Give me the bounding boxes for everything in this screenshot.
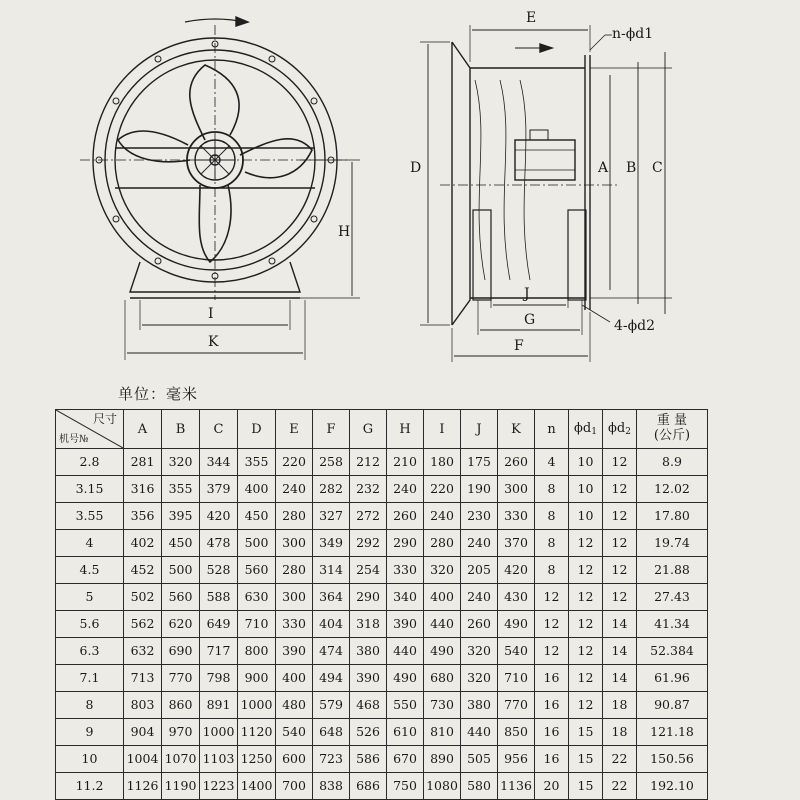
table-cell: 560: [238, 557, 276, 584]
model-number-cell: 6.3: [56, 638, 124, 665]
table-row: [56, 530, 708, 557]
weight-unit: (公斤): [653, 428, 691, 443]
model-number-cell: 8: [56, 692, 124, 719]
table-cell: 480: [276, 692, 313, 719]
table-cell: 803: [124, 692, 162, 719]
table-cell: 192.10: [637, 773, 708, 800]
table-cell: 280: [424, 530, 461, 557]
table-cell: 770: [498, 692, 535, 719]
table-cell: 290: [387, 530, 424, 557]
model-number-cell: 3.15: [56, 476, 124, 503]
label-G: G: [524, 312, 536, 328]
table-cell: 900: [238, 665, 276, 692]
table-cell: 390: [387, 611, 424, 638]
table-cell: 478: [200, 530, 238, 557]
table-cell: 14: [603, 611, 637, 638]
table-cell: 468: [350, 692, 387, 719]
table-cell: 10: [569, 503, 603, 530]
label-D: D: [410, 160, 422, 176]
table-cell: 686: [350, 773, 387, 800]
table-cell: 22: [603, 746, 637, 773]
table-cell: 850: [498, 719, 535, 746]
col-header-weight: [637, 410, 708, 449]
table-cell: 327: [313, 503, 350, 530]
col-header-phi-d1: [569, 410, 603, 449]
table-cell: 190: [461, 476, 498, 503]
col-header: I: [424, 410, 461, 449]
table-cell: 314: [313, 557, 350, 584]
col-header-phi-d2: [603, 410, 637, 449]
table-cell: 300: [276, 584, 313, 611]
table-cell: 700: [276, 773, 313, 800]
table-cell: 490: [498, 611, 535, 638]
table-cell: 750: [387, 773, 424, 800]
table-cell: 579: [313, 692, 350, 719]
table-cell: 500: [238, 530, 276, 557]
table-cell: 649: [200, 611, 238, 638]
table-cell: 632: [124, 638, 162, 665]
table-cell: 1000: [200, 719, 238, 746]
table-cell: 440: [387, 638, 424, 665]
table-cell: 20: [535, 773, 569, 800]
col-header: F: [313, 410, 350, 449]
table-cell: 356: [124, 503, 162, 530]
table-cell: 400: [276, 665, 313, 692]
table-cell: 1136: [498, 773, 535, 800]
table-cell: 490: [387, 665, 424, 692]
table-cell: 810: [424, 719, 461, 746]
table-cell: 21.88: [637, 557, 708, 584]
table-cell: 440: [424, 611, 461, 638]
table-cell: 550: [387, 692, 424, 719]
table-cell: 320: [424, 557, 461, 584]
dimension-table: [55, 409, 708, 800]
table-cell: 1120: [238, 719, 276, 746]
col-header: C: [200, 410, 238, 449]
table-cell: 14: [603, 638, 637, 665]
table-row: [56, 557, 708, 584]
table-cell: 254: [350, 557, 387, 584]
table-cell: 400: [424, 584, 461, 611]
table-cell: 562: [124, 611, 162, 638]
table-cell: 1400: [238, 773, 276, 800]
table-cell: 580: [461, 773, 498, 800]
table-cell: 1223: [200, 773, 238, 800]
table-cell: 10: [569, 449, 603, 476]
table-row: [56, 746, 708, 773]
label-E: E: [526, 10, 537, 26]
label-C: C: [652, 160, 663, 176]
table-cell: 240: [461, 530, 498, 557]
table-cell: 210: [387, 449, 424, 476]
table-cell: 420: [498, 557, 535, 584]
table-cell: 474: [313, 638, 350, 665]
table-cell: 12: [603, 584, 637, 611]
table-cell: 205: [461, 557, 498, 584]
table-cell: 4: [535, 449, 569, 476]
table-cell: 717: [200, 638, 238, 665]
table-cell: 540: [498, 638, 535, 665]
label-J: J: [524, 286, 530, 302]
table-cell: 27.43: [637, 584, 708, 611]
table-cell: 970: [162, 719, 200, 746]
table-cell: 430: [498, 584, 535, 611]
table-cell: 540: [276, 719, 313, 746]
unit-label: 单位：毫米: [118, 385, 199, 403]
table-cell: 52.384: [637, 638, 708, 665]
table-cell: 180: [424, 449, 461, 476]
table-cell: 710: [238, 611, 276, 638]
phi-sub-2: 2: [625, 426, 631, 437]
table-cell: 838: [313, 773, 350, 800]
table-cell: 355: [238, 449, 276, 476]
label-H: H: [338, 224, 351, 240]
table-cell: 16: [535, 746, 569, 773]
table-cell: 494: [313, 665, 350, 692]
table-body: [56, 449, 708, 800]
table-cell: 8: [535, 476, 569, 503]
table-cell: 240: [276, 476, 313, 503]
front-view: [80, 17, 360, 360]
table-cell: 212: [350, 449, 387, 476]
table-cell: 344: [200, 449, 238, 476]
label-F: F: [514, 338, 524, 354]
col-header: K: [498, 410, 535, 449]
table-cell: 450: [162, 530, 200, 557]
table-cell: 220: [424, 476, 461, 503]
table-cell: 370: [498, 530, 535, 557]
model-number-cell: 4.5: [56, 557, 124, 584]
phi-d-text: ϕd: [574, 420, 592, 436]
table-cell: 320: [461, 638, 498, 665]
table-cell: 860: [162, 692, 200, 719]
table-cell: 404: [313, 611, 350, 638]
table-cell: 1250: [238, 746, 276, 773]
table-cell: 364: [313, 584, 350, 611]
table-cell: 300: [276, 530, 313, 557]
model-number-cell: 7.1: [56, 665, 124, 692]
table-cell: 620: [162, 611, 200, 638]
label-I: I: [208, 306, 214, 322]
table-cell: 12: [569, 611, 603, 638]
table-cell: 349: [313, 530, 350, 557]
corner-label-size: 尺寸: [92, 412, 117, 426]
table-cell: 670: [387, 746, 424, 773]
table-cell: 610: [387, 719, 424, 746]
table-cell: 280: [276, 557, 313, 584]
table-row: [56, 584, 708, 611]
table-row: [56, 449, 708, 476]
col-header: n: [535, 410, 569, 449]
table-cell: 41.34: [637, 611, 708, 638]
table-cell: 220: [276, 449, 313, 476]
col-header: D: [238, 410, 276, 449]
table-cell: 280: [276, 503, 313, 530]
table-row: [56, 611, 708, 638]
table-cell: 14: [603, 665, 637, 692]
label-A: A: [598, 160, 609, 176]
table-cell: 1103: [200, 746, 238, 773]
label-n-d1: n-ϕd1: [612, 26, 654, 42]
table-cell: 240: [461, 584, 498, 611]
table-cell: 15: [569, 773, 603, 800]
table-cell: 12.02: [637, 476, 708, 503]
label-B: B: [626, 160, 637, 176]
table-cell: 12: [569, 584, 603, 611]
table-cell: 379: [200, 476, 238, 503]
table-cell: 490: [424, 638, 461, 665]
table-cell: 648: [313, 719, 350, 746]
table-cell: 260: [387, 503, 424, 530]
table-cell: 16: [535, 692, 569, 719]
table-cell: 891: [200, 692, 238, 719]
table-cell: 175: [461, 449, 498, 476]
table-cell: 8: [535, 530, 569, 557]
table-cell: 150.56: [637, 746, 708, 773]
table-cell: 281: [124, 449, 162, 476]
table-cell: 16: [535, 665, 569, 692]
table-cell: 713: [124, 665, 162, 692]
table-cell: 12: [603, 557, 637, 584]
col-header: B: [162, 410, 200, 449]
table-row: [56, 476, 708, 503]
table-cell: 15: [569, 746, 603, 773]
table-cell: 12: [603, 449, 637, 476]
table-cell: 12: [569, 530, 603, 557]
table-cell: 956: [498, 746, 535, 773]
table-header-row: [56, 410, 708, 449]
table-cell: 12: [535, 584, 569, 611]
model-number-cell: 4: [56, 530, 124, 557]
table-cell: 18: [603, 692, 637, 719]
col-header: J: [461, 410, 498, 449]
weight-label: 重 量: [656, 413, 688, 429]
model-number-cell: 5: [56, 584, 124, 611]
table-cell: 292: [350, 530, 387, 557]
table-cell: 452: [124, 557, 162, 584]
table-cell: 8: [535, 503, 569, 530]
table-cell: 19.74: [637, 530, 708, 557]
table-cell: 320: [162, 449, 200, 476]
table-cell: 15: [569, 719, 603, 746]
table-cell: 272: [350, 503, 387, 530]
table-cell: 12: [569, 665, 603, 692]
table-cell: 450: [238, 503, 276, 530]
table-cell: 290: [350, 584, 387, 611]
table-cell: 690: [162, 638, 200, 665]
table-cell: 240: [387, 476, 424, 503]
label-K: K: [208, 334, 219, 350]
table-cell: 402: [124, 530, 162, 557]
table-cell: 320: [461, 665, 498, 692]
table-cell: 1126: [124, 773, 162, 800]
table-cell: 770: [162, 665, 200, 692]
corner-header-cell: [56, 410, 124, 449]
table-cell: 17.80: [637, 503, 708, 530]
table-row: [56, 719, 708, 746]
model-number-cell: 11.2: [56, 773, 124, 800]
phi-sub-1: 1: [591, 426, 597, 437]
table-cell: 1000: [238, 692, 276, 719]
model-number-cell: 10: [56, 746, 124, 773]
table-cell: 22: [603, 773, 637, 800]
table-cell: 355: [162, 476, 200, 503]
table-cell: 798: [200, 665, 238, 692]
table-cell: 300: [498, 476, 535, 503]
table-cell: 230: [461, 503, 498, 530]
table-cell: 730: [424, 692, 461, 719]
table-cell: 420: [200, 503, 238, 530]
table-cell: 12: [569, 638, 603, 665]
table-cell: 400: [238, 476, 276, 503]
table-cell: 1070: [162, 746, 200, 773]
table-cell: 600: [276, 746, 313, 773]
table-row: [56, 665, 708, 692]
table-cell: 12: [603, 530, 637, 557]
corner-label-model: 机号№: [59, 434, 89, 445]
table-cell: 330: [387, 557, 424, 584]
model-number-cell: 5.6: [56, 611, 124, 638]
table-cell: 18: [603, 719, 637, 746]
table-cell: 12: [535, 611, 569, 638]
table-cell: 8.9: [637, 449, 708, 476]
table-row: [56, 692, 708, 719]
table-cell: 121.18: [637, 719, 708, 746]
model-number-cell: 9: [56, 719, 124, 746]
side-view: [420, 25, 672, 362]
table-cell: 395: [162, 503, 200, 530]
table-cell: 440: [461, 719, 498, 746]
label-4-d2: 4-ϕd2: [614, 318, 656, 334]
table-cell: 380: [461, 692, 498, 719]
table-cell: 502: [124, 584, 162, 611]
table-cell: 61.96: [637, 665, 708, 692]
col-header: E: [276, 410, 313, 449]
table-cell: 10: [569, 476, 603, 503]
table-cell: 390: [276, 638, 313, 665]
table-cell: 505: [461, 746, 498, 773]
table-cell: 380: [350, 638, 387, 665]
table-cell: 330: [276, 611, 313, 638]
table-cell: 12: [535, 638, 569, 665]
phi-d-text: ϕd: [608, 420, 626, 436]
table-cell: 90.87: [637, 692, 708, 719]
table-cell: 904: [124, 719, 162, 746]
table-cell: 12: [603, 503, 637, 530]
table-cell: 560: [162, 584, 200, 611]
table-cell: 723: [313, 746, 350, 773]
col-header: H: [387, 410, 424, 449]
table-cell: 258: [313, 449, 350, 476]
table-cell: 500: [162, 557, 200, 584]
table-cell: 586: [350, 746, 387, 773]
table-cell: 316: [124, 476, 162, 503]
table-cell: 630: [238, 584, 276, 611]
table-cell: 12: [569, 692, 603, 719]
model-number-cell: 3.55: [56, 503, 124, 530]
table-cell: 710: [498, 665, 535, 692]
col-header: A: [124, 410, 162, 449]
table-cell: 318: [350, 611, 387, 638]
table-row: [56, 638, 708, 665]
table-cell: 588: [200, 584, 238, 611]
model-number-cell: 2.8: [56, 449, 124, 476]
table-cell: 330: [498, 503, 535, 530]
table-cell: 16: [535, 719, 569, 746]
table-cell: 282: [313, 476, 350, 503]
table-cell: 800: [238, 638, 276, 665]
table-cell: 12: [569, 557, 603, 584]
table-cell: 528: [200, 557, 238, 584]
col-header: G: [350, 410, 387, 449]
table-cell: 1004: [124, 746, 162, 773]
table-cell: 1190: [162, 773, 200, 800]
table-cell: 232: [350, 476, 387, 503]
table-cell: 680: [424, 665, 461, 692]
table-cell: 240: [424, 503, 461, 530]
table-cell: 340: [387, 584, 424, 611]
table-cell: 890: [424, 746, 461, 773]
table-cell: 8: [535, 557, 569, 584]
table-cell: 1080: [424, 773, 461, 800]
table-row: [56, 503, 708, 530]
table-cell: 260: [498, 449, 535, 476]
table-row: [56, 773, 708, 800]
table-cell: 526: [350, 719, 387, 746]
table-cell: 260: [461, 611, 498, 638]
table-cell: 12: [603, 476, 637, 503]
table-cell: 390: [350, 665, 387, 692]
